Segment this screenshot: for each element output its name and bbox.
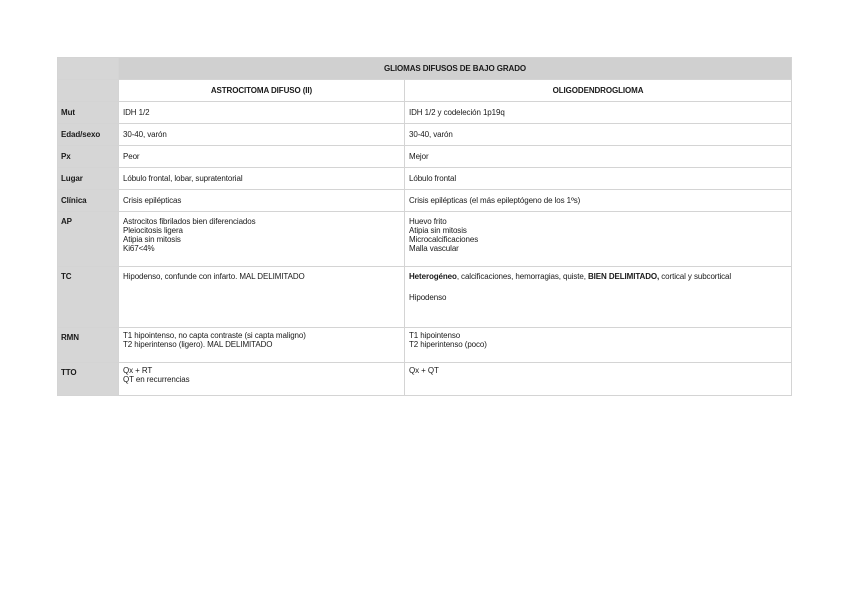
tc-bien-delimitado: BIEN DELIMITADO,	[588, 272, 660, 281]
cell-clinica-oligodendroglioma: Crisis epilépticas (el más epileptógeno de los 1ºs)	[405, 190, 792, 212]
tc-findings: , calcificaciones, hemorragias, quiste,	[456, 272, 588, 281]
corner-cell	[58, 58, 119, 80]
tc-location: cortical y subcortical	[659, 272, 732, 281]
cell-lugar-astrocitoma: Lóbulo frontal, lobar, supratentorial	[119, 168, 405, 190]
cell-tc-oligodendroglioma	[405, 267, 792, 328]
cell-line: Ki67<4%	[123, 244, 155, 253]
row-label-tto: TTO	[58, 363, 119, 396]
cell-tto-astrocitoma	[119, 363, 405, 396]
title-row	[58, 58, 792, 80]
cell-lugar-oligodendroglioma: Lóbulo frontal	[405, 168, 792, 190]
table-row-edad	[58, 124, 792, 146]
table-row-rmn	[58, 328, 792, 363]
cell-mut-astrocitoma: IDH 1/2	[119, 102, 405, 124]
cell-tc-astrocitoma: Hipodenso, confunde con infarto. MAL DELIMITADO	[119, 267, 405, 328]
cell-line: T2 hiperintenso (ligero). MAL DELIMITADO	[123, 340, 273, 349]
cell-rmn-astrocitoma	[119, 328, 405, 363]
cell-ap-astrocitoma	[119, 212, 405, 267]
tc-heterogeneo: Heterogéneo	[409, 272, 457, 281]
glioma-table-sheet	[57, 57, 791, 396]
row-label-clinica: Clínica	[58, 190, 119, 212]
cell-clinica-astrocitoma: Crisis epilépticas	[119, 190, 405, 212]
cell-px-oligodendroglioma: Mejor	[405, 146, 792, 168]
cell-line: Qx + RT	[123, 366, 153, 375]
glioma-comparison-table	[57, 57, 792, 396]
cell-line: T1 hipointenso	[409, 331, 461, 340]
cell-px-astrocitoma: Peor	[119, 146, 405, 168]
tc-hipodenso: Hipodenso	[409, 293, 447, 302]
row-label-tc: TC	[58, 267, 119, 328]
cell-rmn-oligodendroglioma	[405, 328, 792, 363]
cell-line: T1 hipointenso, no capta contraste (si capta maligno)	[123, 331, 306, 340]
corner-cell	[58, 80, 119, 102]
cell-line: Atipia sin mitosis	[409, 226, 467, 235]
table-row-tto	[58, 363, 792, 396]
table-row-tc	[58, 267, 792, 328]
cell-line: Malla vascular	[409, 244, 459, 253]
row-label-edad: Edad/sexo	[58, 124, 119, 146]
row-label-px: Px	[58, 146, 119, 168]
column-header-row	[58, 80, 792, 102]
cell-edad-oligodendroglioma: 30-40, varón	[405, 124, 792, 146]
cell-line: Qx + QT	[409, 366, 439, 375]
table-title: GLIOMAS DIFUSOS DE BAJO GRADO	[119, 58, 792, 80]
cell-spacer	[409, 281, 787, 293]
cell-line: Pleiocitosis ligera	[123, 226, 183, 235]
cell-edad-astrocitoma: 30-40, varón	[119, 124, 405, 146]
cell-line: Atipia sin mitosis	[123, 235, 181, 244]
row-label-ap: AP	[58, 212, 119, 267]
table-row-px	[58, 146, 792, 168]
table-row-ap	[58, 212, 792, 267]
column-header-oligodendroglioma: OLIGODENDROGLIOMA	[405, 80, 792, 102]
cell-line: Microcalcificaciones	[409, 235, 479, 244]
cell-ap-oligodendroglioma	[405, 212, 792, 267]
cell-line: Huevo frito	[409, 217, 447, 226]
table-row-lugar	[58, 168, 792, 190]
row-label-mut: Mut	[58, 102, 119, 124]
table-row-mut	[58, 102, 792, 124]
cell-line: Astrocitos fibrilados bien diferenciados	[123, 217, 256, 226]
cell-tto-oligodendroglioma	[405, 363, 792, 396]
table-row-clinica	[58, 190, 792, 212]
row-label-lugar: Lugar	[58, 168, 119, 190]
row-label-rmn: RMN	[58, 328, 119, 363]
cell-line: T2 hiperintenso (poco)	[409, 340, 487, 349]
cell-line: QT en recurrencias	[123, 375, 190, 384]
column-header-astrocitoma: ASTROCITOMA DIFUSO (II)	[119, 80, 405, 102]
cell-mut-oligodendroglioma: IDH 1/2 y codeleción 1p19q	[405, 102, 792, 124]
tc-description	[409, 272, 787, 281]
